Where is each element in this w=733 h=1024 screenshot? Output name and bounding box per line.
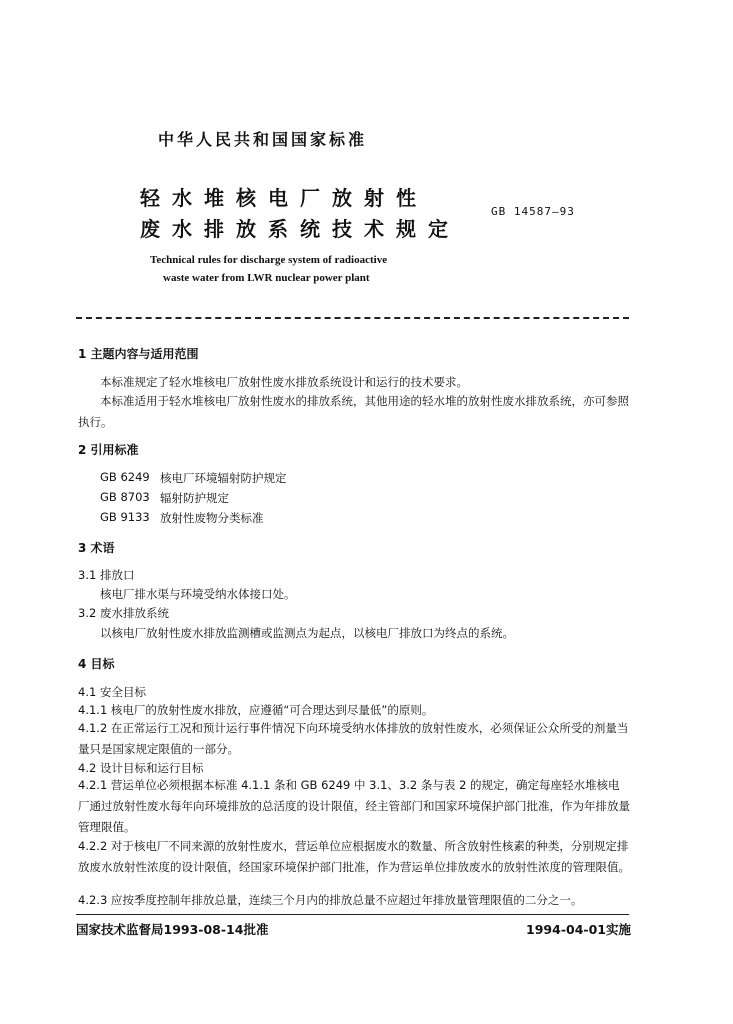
term-3-2: 3.2 废水排放系统 — [78, 606, 169, 620]
footer-divider — [76, 914, 629, 915]
reference-title: 核电厂环境辐射防护规定 — [160, 471, 287, 485]
clause-4-1-1: 4.1.1 核电厂的放射性废水排放，应遵循“可合理达到尽量低”的原则。 — [78, 703, 434, 717]
reference-code: GB 6249 — [100, 470, 150, 484]
approval-date: 国家技术监督局1993-08-14批准 — [76, 922, 269, 937]
section-1-paragraph-1: 本标准规定了轻水堆核电厂放射性废水排放系统设计和运行的技术要求。 — [100, 375, 468, 389]
reference-code: GB 8703 — [100, 490, 150, 504]
section-2-heading: 2 引用标准 — [78, 443, 139, 457]
header-divider — [76, 317, 629, 319]
english-title-line-1: Technical rules for discharge system of radioactive — [150, 254, 388, 266]
clause-4-2-3: 4.2.3 应按季度控制年排放总量，连续三个月内的排放总量不应超过年排放量管理限值的二分之一。 — [78, 893, 583, 907]
section-1-heading: 1 主题内容与适用范围 — [78, 347, 199, 361]
issuing-organization: 中华人民共和国国家标准 — [158, 130, 368, 149]
reference-code: GB 9133 — [100, 510, 150, 524]
clause-4-2-2: 4.2.2 对于核电厂不同来源的放射性废水，营运单位应根据废水的数量、所含放射性核素的种类，分别规定排放废水放射性浓度的设计限值，经国家环境保护部门批准，作为营运单位排放废水的放射性浓度的管理限值。 — [78, 839, 630, 874]
reference-title: 辐射防护规定 — [160, 491, 229, 505]
term-3-1: 3.1 排放口 — [78, 568, 135, 582]
standard-title-line-2: 废水排放系统技术规定 — [140, 217, 460, 241]
section-3-heading: 3 术语 — [78, 541, 115, 555]
standard-number: GB 14587—93 — [491, 205, 575, 218]
standard-title-line-1: 轻水堆核电厂放射性 — [140, 186, 428, 210]
clause-4-2: 4.2 设计目标和运行目标 — [78, 761, 204, 775]
clause-4-1-2: 4.1.2 在正常运行工况和预计运行事件情况下向环境受纳水体排放的放射性废水，必须保证公众所受的剂量当量只是国家规定限值的一部分。 — [78, 721, 629, 756]
reference-title: 放射性废物分类标准 — [160, 511, 264, 525]
term-3-1-definition: 核电厂排水渠与环境受纳水体接口处。 — [100, 587, 296, 601]
effective-date: 1994-04-01实施 — [526, 922, 631, 937]
english-title-line-2: waste water from LWR nuclear power plant — [163, 272, 370, 284]
section-4-heading: 4 目标 — [78, 657, 115, 671]
clause-4-1: 4.1 安全目标 — [78, 685, 146, 699]
clause-4-2-1: 4.2.1 营运单位必须根据本标准 4.1.1 条和 GB 6249 中 3.1、3.2 条与表 2 的规定，确定每座轻水堆核电厂通过放射性废水每年向环境排放的总活度的设计限值，经主管部门和国家环境保护部门批准，作为年排放量管理限值。 — [78, 778, 630, 834]
term-3-2-definition: 以核电厂放射性废水排放监测槽或监测点为起点，以核电厂排放口为终点的系统。 — [100, 626, 514, 640]
section-1-paragraph-2: 本标准适用于轻水堆核电厂放射性废水的排放系统，其他用途的轻水堆的放射性废水排放系统，亦可参照执行。 — [78, 394, 629, 429]
